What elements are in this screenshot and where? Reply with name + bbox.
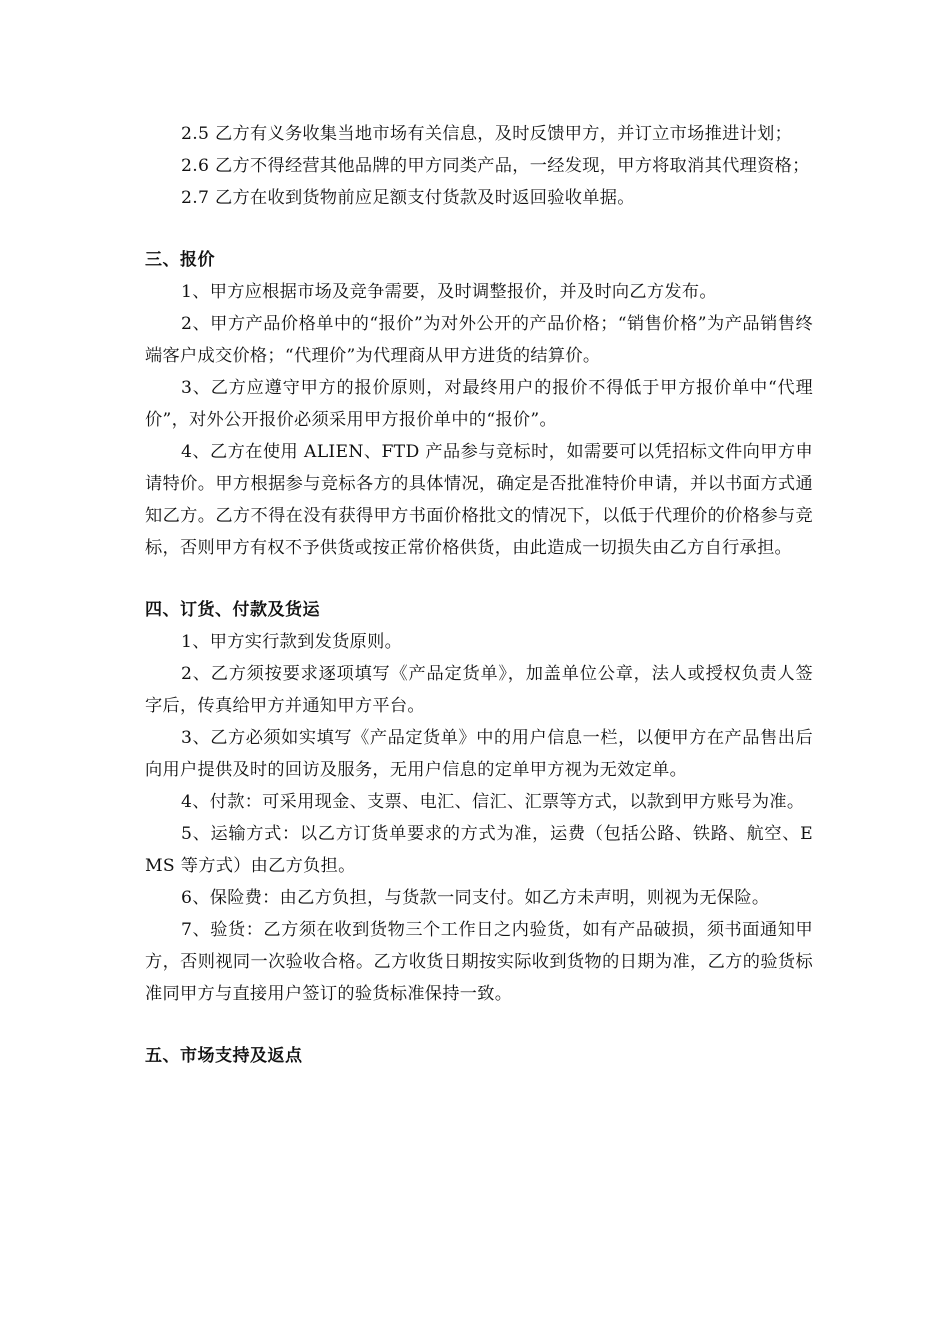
pricing-clause-4: 4、乙方在使用 ALIEN、FTD 产品参与竞标时，如需要可以凭招标文件向甲方申请特价。甲方根据参与竞标各方的具体情况，确定是否批准特价申请，并以书面方式通知乙方。乙方不得在没有获得甲方书面价格批文的情况下，以低于代理价的价格参与竞标，否则甲方有权不予供货或按正常价格供货，由此造成一切损失由乙方自行承担。 <box>145 442 813 558</box>
pricing-clause-3: 3、乙方应遵守甲方的报价原则，对最终用户的报价不得低于甲方报价单中“代理价”，对外公开报价必须采用甲方报价单中的“报价”。 <box>145 378 813 430</box>
section-spacer <box>145 1010 813 1040</box>
ordering-clause-5: 5、运输方式：以乙方订货单要求的方式为准，运费（包括公路、铁路、航空、EMS 等方式）由乙方负担。 <box>145 824 813 876</box>
section-spacer <box>145 564 813 594</box>
ordering-clause-7: 7、验货：乙方须在收到货物三个工作日之内验货，如有产品破损，须书面通知甲方，否则视同一次验收合格。乙方收货日期按实际收到货物的日期为准，乙方的验货标准同甲方与直接用户签订的验货标准保持一致。 <box>145 920 813 1004</box>
ordering-clause-6: 6、保险费：由乙方负担，与货款一同支付。如乙方未声明，则视为无保险。 <box>181 888 770 908</box>
section-heading-ordering: 四、订货、付款及货运 <box>145 600 320 620</box>
ordering-clause-4: 4、付款：可采用现金、支票、电汇、信汇、汇票等方式，以款到甲方账号为准。 <box>181 792 805 812</box>
pricing-clause-2: 2、甲方产品价格单中的“报价”为对外公开的产品价格；“销售价格”为产品销售终端客户成交价格；“代理价”为代理商从甲方进货的结算价。 <box>145 314 813 366</box>
document-body <box>145 118 813 1072</box>
ordering-clause-2: 2、乙方须按要求逐项填写《产品定货单》，加盖单位公章，法人或授权负责人签字后，传真给甲方并通知甲方平台。 <box>145 664 813 716</box>
ordering-clause-1: 1、甲方实行款到发货原则。 <box>181 632 403 652</box>
clause-2-5: 2.5 乙方有义务收集当地市场有关信息，及时反馈甲方，并订立市场推进计划； <box>181 124 793 144</box>
section-heading-pricing: 三、报价 <box>145 250 215 270</box>
pricing-clause-1: 1、甲方应根据市场及竞争需要，及时调整报价，并及时向乙方发布。 <box>181 282 717 302</box>
section-heading-market-support: 五、市场支持及返点 <box>145 1046 303 1066</box>
section-spacer <box>145 214 813 244</box>
ordering-clause-3: 3、乙方必须如实填写《产品定货单》中的用户信息一栏，以便甲方在产品售出后向用户提供及时的回访及服务，无用户信息的定单甲方视为无效定单。 <box>145 728 813 780</box>
clause-2-6: 2.6 乙方不得经营其他品牌的甲方同类产品，一经发现，甲方将取消其代理资格； <box>181 156 810 176</box>
clause-2-7: 2.7 乙方在收到货物前应足额支付货款及时返回验收单据。 <box>181 188 635 208</box>
